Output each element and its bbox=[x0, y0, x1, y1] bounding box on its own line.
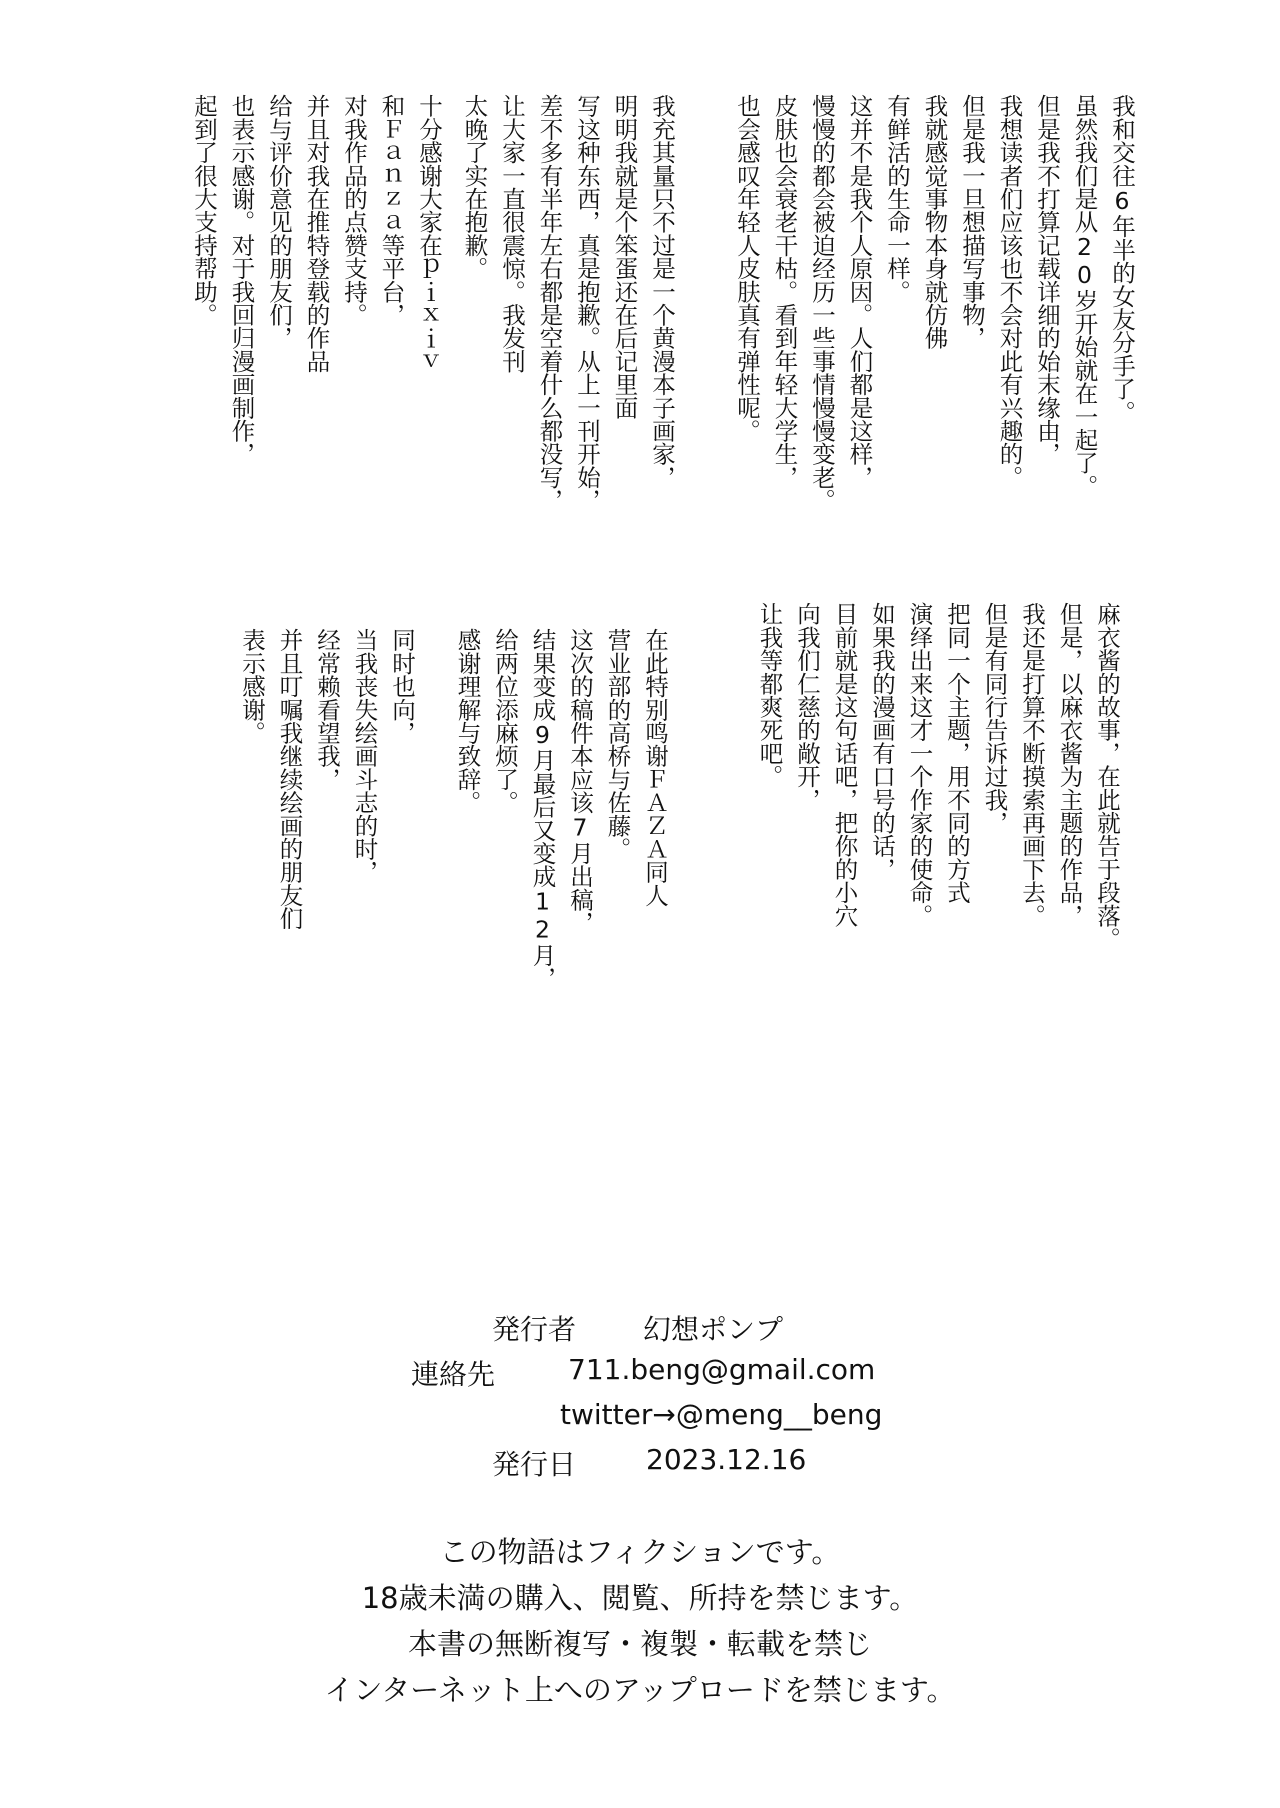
publisher-label: 発行者 bbox=[492, 1313, 577, 1346]
afterword-line: 在此特别鸣谢ＦＡＺＡ同人 bbox=[641, 628, 669, 907]
afterword-line: 皮肤也会衰老干枯。看到年轻大学生， bbox=[770, 94, 799, 489]
afterword-line: 对我作品的点赞支持。 bbox=[340, 94, 368, 327]
afterword-line: 我就感觉事物本身就仿佛 bbox=[920, 94, 949, 350]
contact-twitter[interactable]: twitter→@meng__beng bbox=[560, 1398, 883, 1431]
afterword-line: 给两位添麻烦了。 bbox=[491, 628, 519, 814]
afterword-line: 感谢理解与致辞。 bbox=[453, 628, 482, 814]
afterword-line: 起到了很大支持帮助。 bbox=[190, 94, 218, 327]
afterword-line: 表示感谢。 bbox=[238, 628, 266, 745]
afterword-line: 写这种东西，真是抱歉。从上一刊开始， bbox=[573, 94, 601, 512]
afterword-line: 给与评价意见的朋友们， bbox=[265, 94, 293, 350]
afterword-line: 让我等都爽死吧。 bbox=[755, 602, 784, 788]
afterword-line: 营业部的高桥与佐藤。 bbox=[603, 628, 632, 861]
afterword-line: 明明我就是个笨蛋还在后记里面 bbox=[610, 94, 639, 419]
afterword-line: 也会感叹年轻人皮肤真有弹性呢。 bbox=[733, 94, 761, 443]
notice-line: 本書の無断複写・複製・転載を禁じ bbox=[407, 1627, 872, 1661]
afterword-line: 这并不是我个人原因。人们都是这样， bbox=[845, 94, 874, 489]
date-value: 2023.12.16 bbox=[646, 1443, 807, 1476]
afterword-line: 和Ｆａｎｚａ等平台， bbox=[377, 94, 406, 327]
afterword-line: 把同一个主题，用不同的方式 bbox=[943, 602, 971, 904]
afterword-line: 但是我一旦想描写事物， bbox=[958, 94, 986, 350]
afterword-line: 同时也向， bbox=[388, 628, 416, 745]
afterword-line: 演绎出来这才一个作家的使命。 bbox=[905, 602, 934, 927]
afterword-line: 经常赖看望我， bbox=[313, 628, 341, 791]
afterword-line: 十分感谢大家在ｐｉｘｉｖ bbox=[415, 94, 443, 373]
afterword-line: 虽然我们是从20岁开始就在一起了。 bbox=[1070, 94, 1099, 498]
afterword-line: 差不多有半年左右都是空着什么都没写， bbox=[535, 94, 564, 512]
contact-email[interactable]: 711.beng@gmail.com bbox=[568, 1353, 876, 1386]
afterword-line: 但是，以麻衣酱为主题的作品， bbox=[1055, 602, 1084, 927]
afterword-line: 慢慢的都会被迫经历一些事情慢慢变老。 bbox=[808, 94, 836, 512]
afterword-line: 麻衣酱的故事，在此就告于段落。 bbox=[1093, 602, 1121, 951]
afterword-line: 但是我不打算记载详细的始末缘由， bbox=[1033, 94, 1061, 466]
afterword-line: 向我们仁慈的敞开， bbox=[793, 602, 821, 811]
notice-line: この物語はフィクションです。 bbox=[439, 1535, 841, 1569]
afterword-line: 目前就是这句话吧，把你的小穴 bbox=[830, 602, 859, 927]
afterword-line: 太晚了实在抱歉。 bbox=[460, 94, 489, 280]
afterword-line: 但是有同行告诉过我， bbox=[980, 602, 1009, 835]
contact-label: 連絡先 bbox=[411, 1358, 496, 1391]
afterword-line: 当我丧失绘画斗志的时， bbox=[350, 628, 379, 884]
date-label: 発行日 bbox=[492, 1448, 577, 1481]
afterword-line: 我想读者们应该也不会对此有兴趣的。 bbox=[995, 94, 1024, 489]
afterword-line: 并且对我在推特登载的作品 bbox=[302, 94, 331, 373]
afterword-line: 我充其量只不过是一个黄漫本子画家， bbox=[648, 94, 676, 489]
afterword-block-breakup bbox=[728, 94, 1141, 512]
afterword-block-thanks-friends bbox=[233, 628, 421, 930]
afterword-line: 也表示感谢。对于我回归漫画制作， bbox=[227, 94, 256, 466]
notice-line: 18歳未満の購入、閲覧、所持を禁じます。 bbox=[361, 1581, 919, 1615]
publisher-value: 幻想ポンプ bbox=[643, 1313, 784, 1346]
afterword-line: 我还是打算不断摸索再画下去。 bbox=[1018, 602, 1046, 927]
afterword-block-mai bbox=[750, 602, 1125, 950]
afterword-block-thanks-readers bbox=[185, 94, 448, 465]
afterword-line: 并且叮嘱我继续绘画的朋友们 bbox=[275, 628, 304, 930]
afterword-block-apology bbox=[455, 94, 680, 512]
afterword-line: 结果变成9月最后又变成12月， bbox=[528, 628, 557, 990]
afterword-line: 我和交往6年半的女友分手了。 bbox=[1108, 94, 1136, 424]
afterword-line: 如果我的漫画有口号的话， bbox=[868, 602, 896, 881]
afterword-line: 这次的稿件本应该7月出稿， bbox=[566, 628, 594, 935]
notice-line: インターネット上へのアップロードを禁じます。 bbox=[324, 1673, 956, 1707]
afterword-line: 让大家一直很震惊。我发刊 bbox=[498, 94, 526, 373]
afterword-block-thanks-faza bbox=[448, 628, 673, 990]
afterword-line: 有鲜活的生命一样。 bbox=[883, 94, 911, 303]
